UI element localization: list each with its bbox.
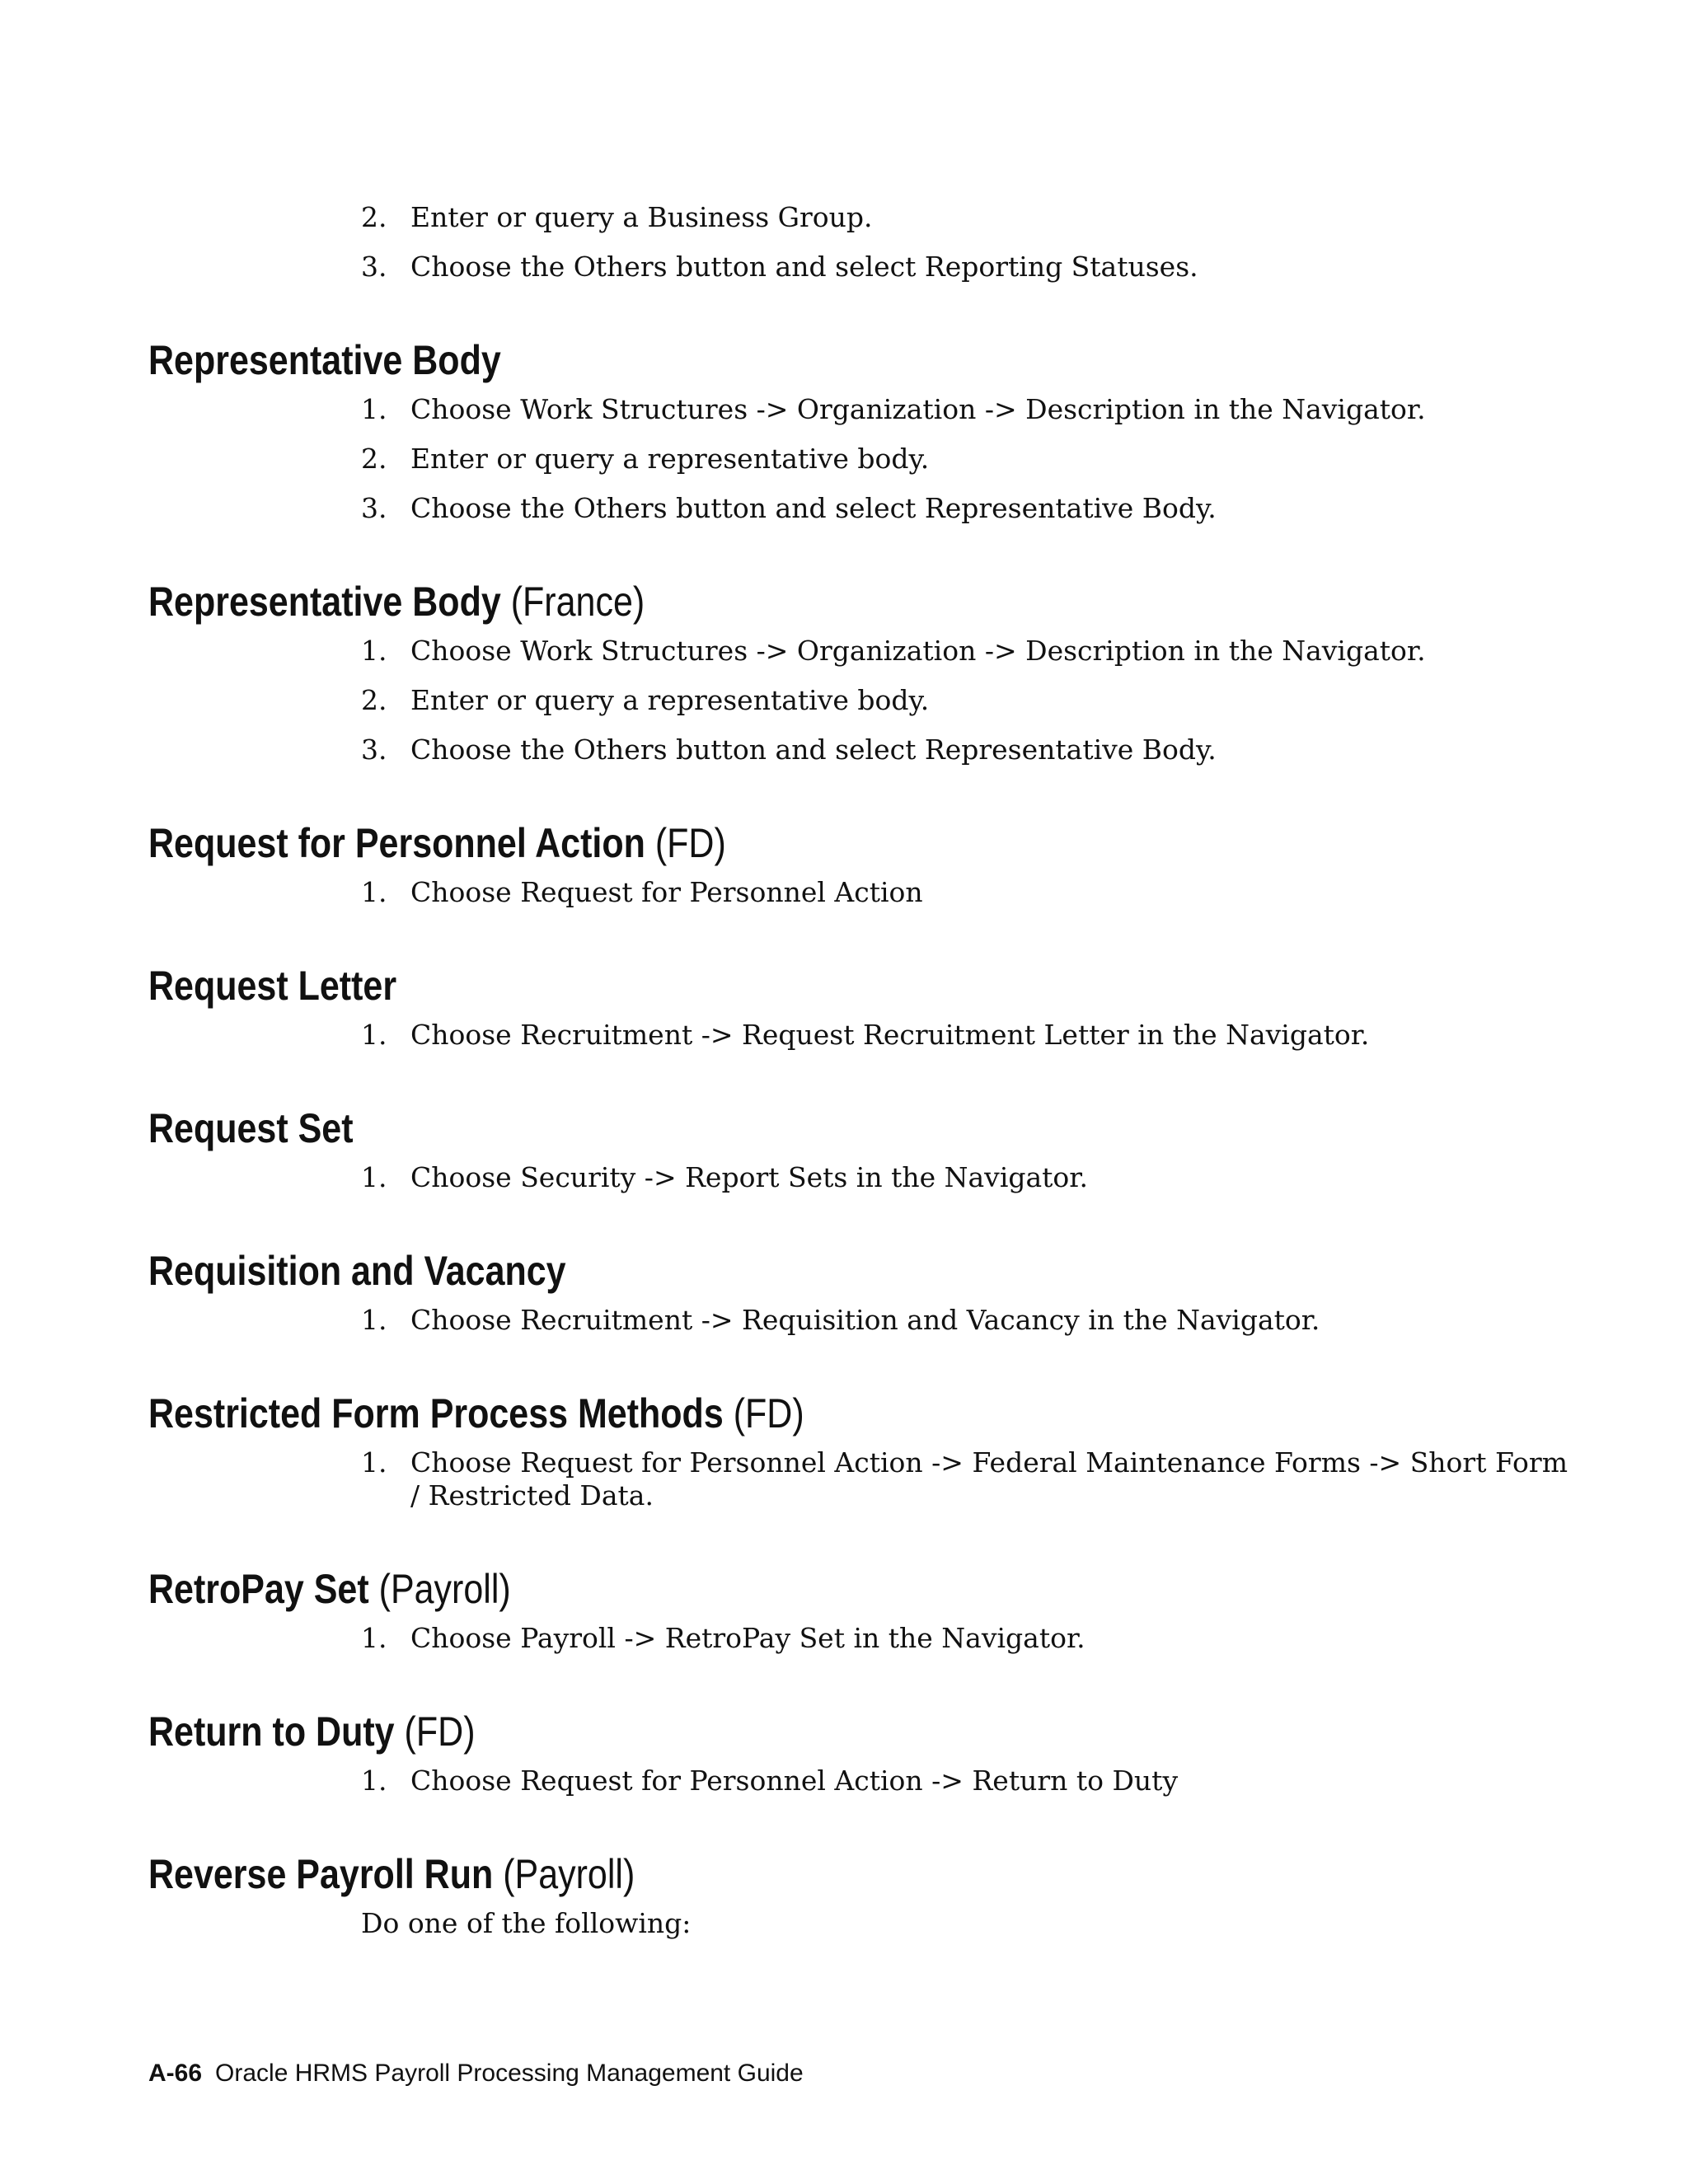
step (361, 201, 873, 234)
step-text: Choose Recruitment -> Request Recruitment Letter in the Navigator. (410, 1019, 1370, 1051)
step-text-continuation: / Restricted Data. (410, 1479, 654, 1511)
step-text: Choose Request for Personnel Action -> Return to Duty (410, 1765, 1179, 1797)
heading-title: Reverse Payroll Run (148, 1851, 494, 1897)
heading-title: Request Set (148, 1105, 354, 1151)
step-text: Enter or query a representative body. (410, 443, 930, 475)
heading-qualifier: (Payroll) (378, 1566, 511, 1612)
step-number: 1. (361, 1304, 387, 1336)
heading-qualifier: (Payroll) (503, 1851, 635, 1897)
step (361, 876, 923, 909)
step (361, 1765, 1178, 1797)
step (361, 1446, 1568, 1512)
step (361, 443, 929, 476)
step-text: Choose Security -> Report Sets in the Navigator. (410, 1161, 1088, 1193)
step-number: 1. (361, 1019, 387, 1051)
heading-title: RetroPay Set (148, 1566, 369, 1612)
heading-qualifier: (FD) (404, 1708, 476, 1755)
page-number: A-66 (148, 2060, 203, 2087)
section-heading-reverse-payroll-run (148, 1849, 635, 1899)
section-heading-representative-body-france (148, 577, 645, 626)
heading-qualifier: (FD) (733, 1390, 804, 1436)
step-number: 3. (361, 733, 387, 766)
step-number: 3. (361, 251, 387, 283)
step-text: Choose the Others button and select Representative Body. (410, 733, 1217, 766)
step-number: 2. (361, 443, 387, 475)
step-number: 1. (361, 876, 387, 908)
step-text: Choose Work Structures -> Organization -> Description in the Navigator. (410, 635, 1426, 667)
step (361, 1304, 1320, 1337)
step (361, 251, 1198, 284)
heading-title: Request for Personnel Action (148, 820, 645, 866)
step (361, 1161, 1088, 1194)
section-paragraph: Do one of the following: (361, 1907, 692, 1939)
step (361, 684, 929, 717)
step (361, 635, 1426, 668)
step-number: 1. (361, 1765, 387, 1797)
heading-title: Requisition and Vacancy (148, 1248, 566, 1294)
heading-title: Return to Duty (148, 1708, 395, 1755)
heading-title: Representative Body (148, 337, 501, 383)
section-heading-request-set (148, 1104, 354, 1153)
step-number: 1. (361, 393, 387, 425)
step-text: Choose the Others button and select Reporting Statuses. (410, 251, 1198, 283)
step-number: 1. (361, 1622, 387, 1654)
section-heading-requisition-and-vacancy (148, 1246, 566, 1296)
step-number: 1. (361, 1446, 387, 1479)
page-footer (148, 2059, 804, 2088)
heading-qualifier: (FD) (654, 820, 726, 866)
step-text: Choose Work Structures -> Organization -> Description in the Navigator. (410, 393, 1426, 425)
step-number: 3. (361, 492, 387, 524)
step (361, 492, 1217, 525)
section-heading-restricted-form-process-methods (148, 1389, 804, 1438)
step-text: Choose Recruitment -> Requisition and Vacancy in the Navigator. (410, 1304, 1320, 1336)
heading-title: Representative Body (148, 579, 501, 625)
step-text: Enter or query a representative body. (410, 684, 930, 716)
step-text: Choose Request for Personnel Action (410, 876, 923, 908)
section-heading-retropay-set (148, 1564, 511, 1614)
step-number: 1. (361, 635, 387, 667)
section-heading-request-letter (148, 961, 396, 1010)
step-text: Choose the Others button and select Representative Body. (410, 492, 1217, 524)
step-number: 2. (361, 684, 387, 716)
section-heading-request-for-personnel-action (148, 818, 726, 868)
section-heading-representative-body (148, 335, 501, 385)
step-text: Enter or query a Business Group. (410, 201, 873, 233)
step-number: 2. (361, 201, 387, 233)
step-number: 1. (361, 1161, 387, 1193)
heading-title: Request Letter (148, 963, 397, 1009)
book-title: Oracle HRMS Payroll Processing Management Guide (215, 2060, 804, 2087)
section-heading-return-to-duty (148, 1707, 476, 1756)
heading-title: Restricted Form Process Methods (148, 1390, 724, 1436)
step-text: Choose Request for Personnel Action -> Federal Maintenance Forms -> Short Form (410, 1446, 1568, 1479)
step (361, 733, 1217, 766)
heading-qualifier: (France) (510, 579, 645, 625)
step (361, 1019, 1369, 1052)
step-text: Choose Payroll -> RetroPay Set in the Navigator. (410, 1622, 1085, 1654)
step (361, 1622, 1085, 1655)
step (361, 393, 1426, 426)
